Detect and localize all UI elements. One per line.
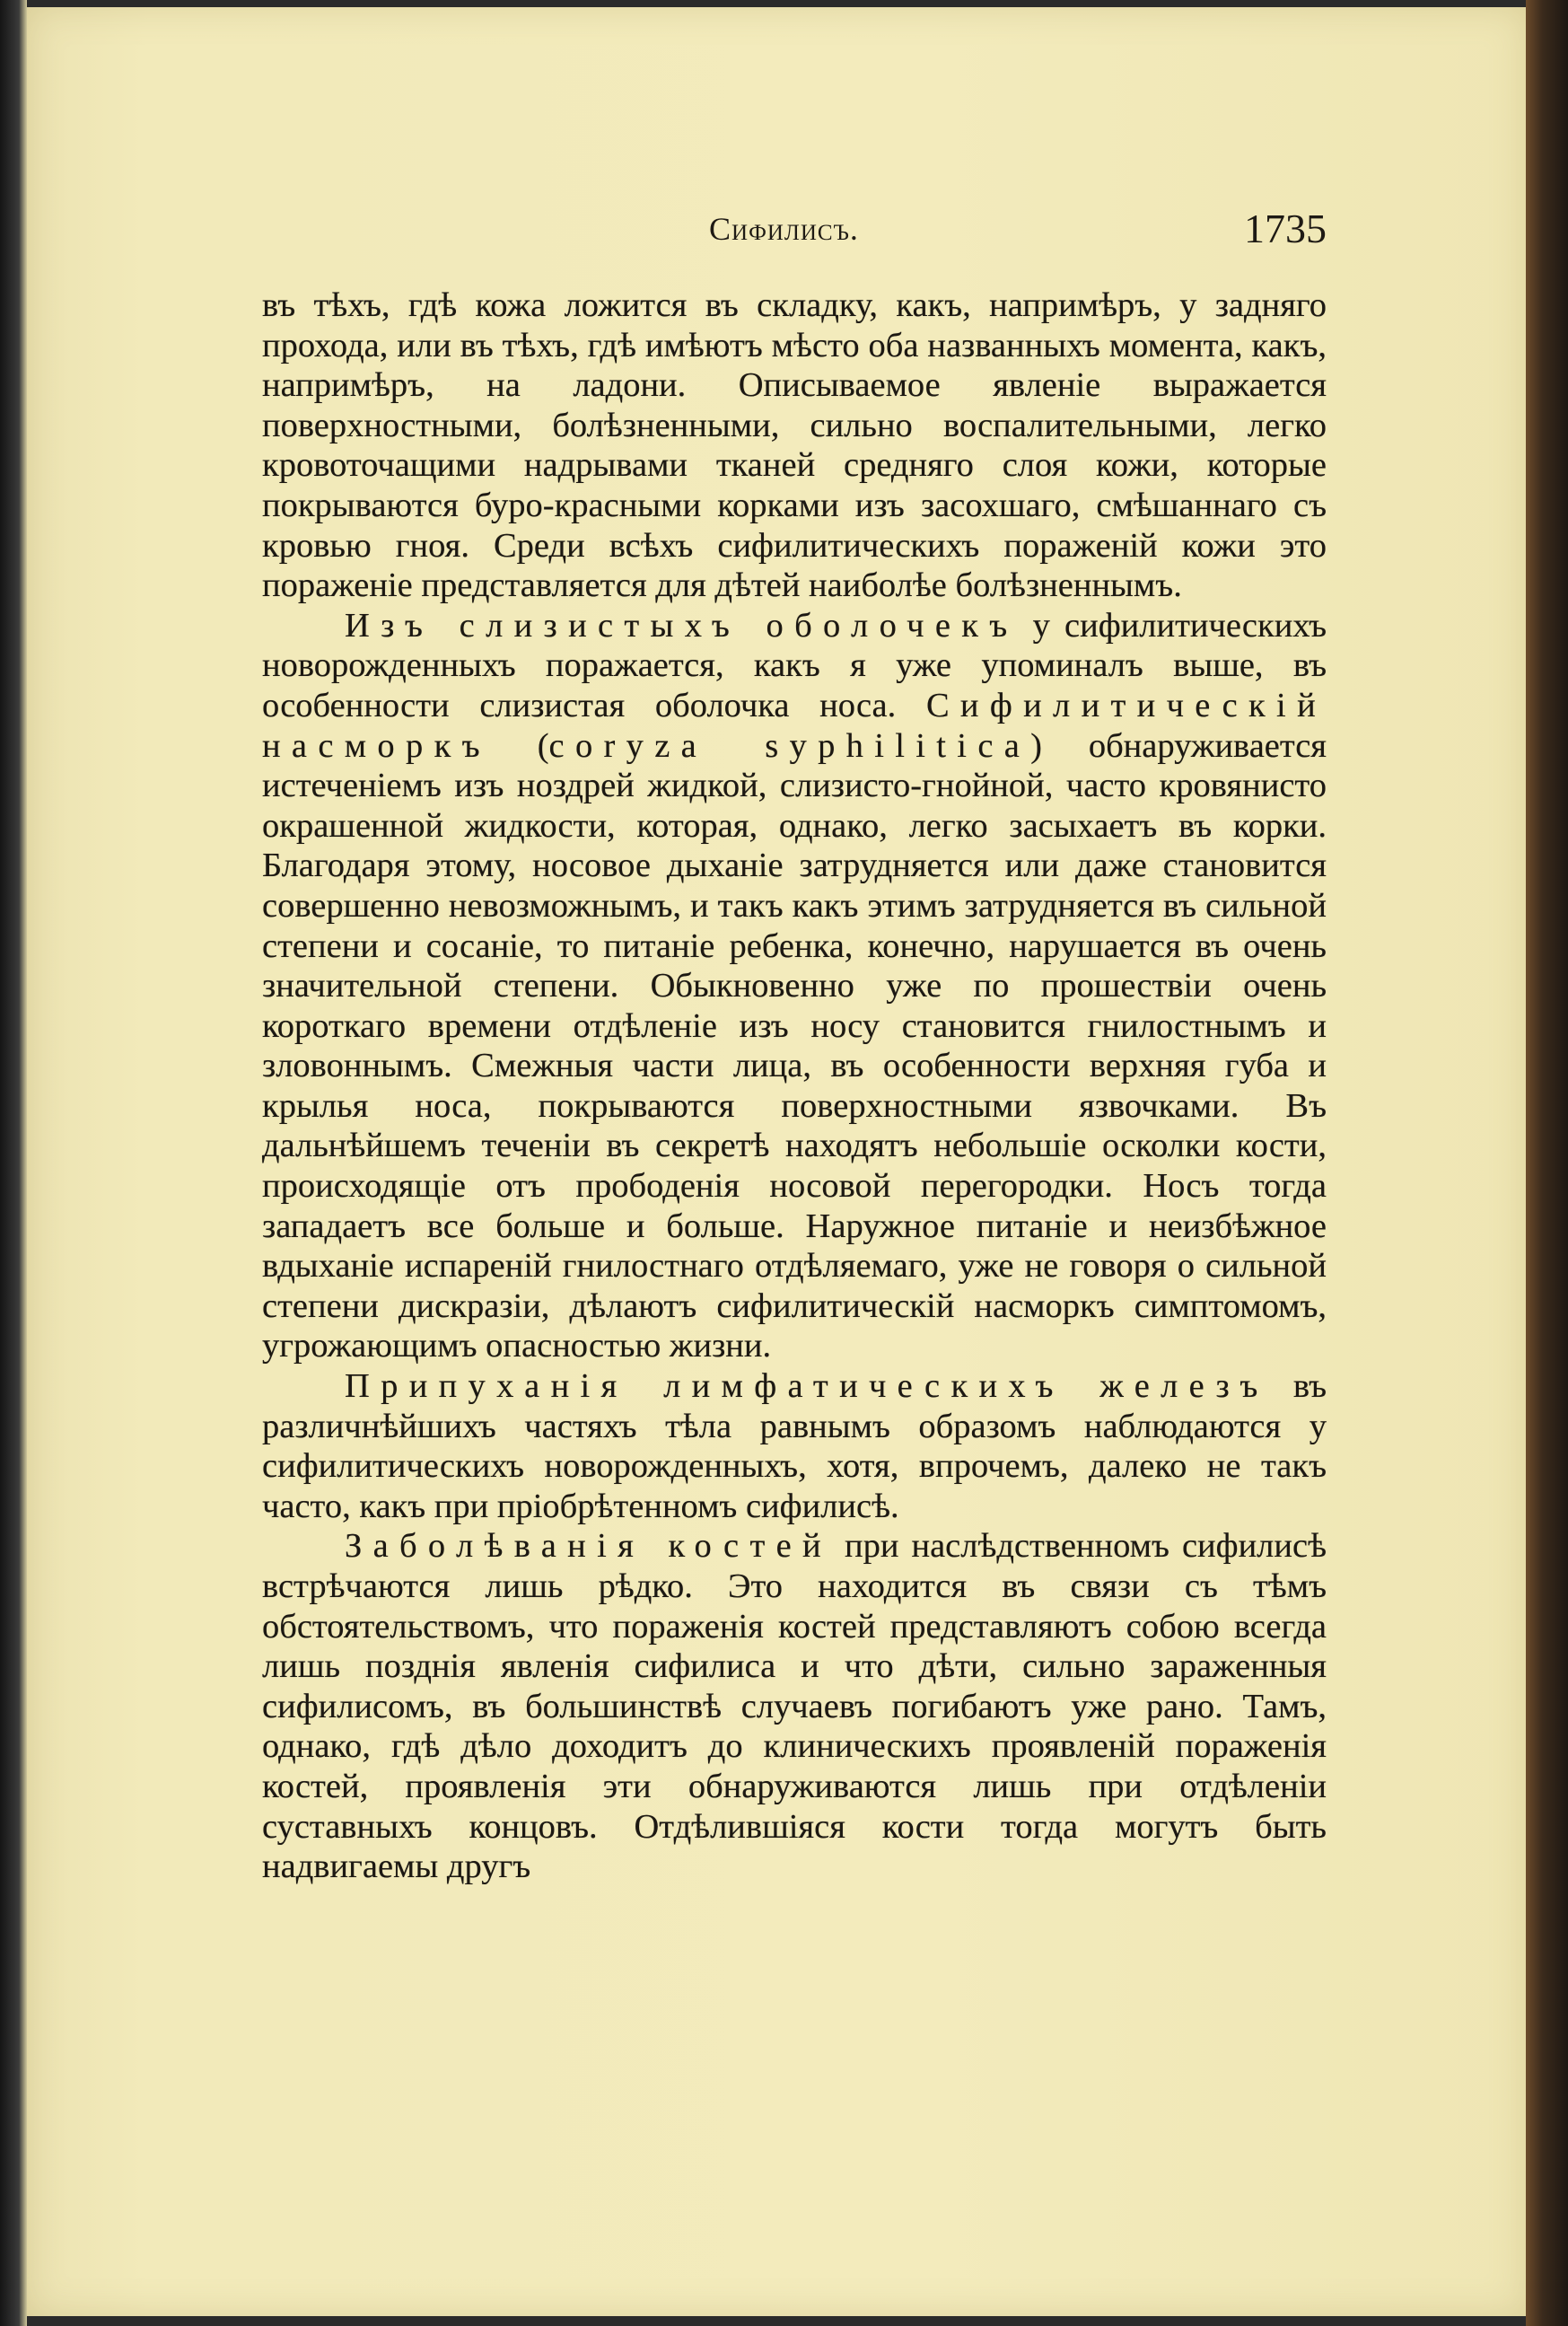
spaced-emphasis: Сифилитическій насморкъ: [262, 686, 1327, 765]
page-header: [262, 205, 1327, 259]
scan-left-edge: [0, 0, 27, 2326]
running-title: Сифилисъ.: [709, 211, 859, 247]
spaced-emphasis: Припуханія лимфатическихъ железъ: [345, 1367, 1269, 1406]
page-number: 1735: [1244, 206, 1327, 251]
body-text: [262, 285, 1327, 1887]
paragraph: [262, 1526, 1327, 1886]
paragraph: [262, 606, 1327, 1366]
paragraph: [262, 1366, 1327, 1526]
spaced-emphasis: Заболѣванія костей: [345, 1527, 832, 1566]
text-run: у сифилитическихъ новорожденныхъ поражается, какъ я уже упоминалъ выше, въ особенности слизистая оболочка носа.: [262, 606, 1327, 724]
text-run: въ различнѣйшихъ частяхъ тѣла равнымъ образомъ наблюдаются у сифилитическихъ новорожденныхъ, хотя, впрочемъ, далеко не такъ часто, какъ при пріобрѣтенномъ сифилисѣ.: [262, 1367, 1327, 1525]
spaced-emphasis: coryza syphilitica: [548, 726, 1031, 765]
paragraph: [262, 285, 1327, 606]
text-run: ) обнаруживается истеченіемъ изъ ноздрей жидкой, слизисто-гнойной, часто кровянисто окрашенной жидкости, которая, однако, легко засыхаетъ въ корки. Благодаря этому, носовое дыханіе затрудняется или даже становится совершенно невозможнымъ, и такъ какъ этимъ затрудняется въ сильной степени и сосаніе, то питаніе ребенка, конечно, нарушается въ очень значительной степени. Обыкновенно уже по прошествіи очень короткаго времени отдѣленіе изъ носу становится гнилостнымъ и зловоннымъ. Смежныя части лица, въ особенности верхняя губа и крылья носа, покрываются поверхностными язвочками. Въ дальнѣйшемъ теченіи въ секретѣ находятъ небольшіе осколки кости, происходящіе отъ прободенія носовой перегородки. Носъ тогда западаетъ все больше и больше. Наружное питаніе и неизбѣжное вдыханіе испареній гнилостнаго отдѣляемаго, уже не говоря о сильной степени дискразіи, дѣлаютъ сифилитическій насморкъ симптомомъ, угрожающимъ опасностью жизни.: [262, 726, 1327, 1365]
book-spine-edge: [1526, 0, 1568, 2326]
text-run: (: [490, 726, 549, 765]
spaced-emphasis: Изъ слизистыхъ оболочекъ: [345, 606, 1019, 645]
text-run: при наслѣдственномъ сифилисѣ встрѣчаются лишь рѣдко. Это находится въ связи съ тѣмъ обстоятельствомъ, что пораженія костей представляютъ собою всегда лишь позднія явленія сифилиса и что дѣти, сильно зараженныя сифилисомъ, въ большинствѣ случаевъ погибаютъ уже рано. Тамъ, однако, гдѣ дѣло доходитъ до клиническихъ проявленій пораженія костей, проявленія эти обнаруживаются лишь при отдѣленіи суставныхъ концовъ. Отдѣлившіяся кости тогда могутъ быть надвигаемы другъ: [262, 1527, 1327, 1886]
text-run: въ тѣхъ, гдѣ кожа ложится въ складку, какъ, напримѣръ, у задняго прохода, или въ тѣхъ, гдѣ имѣютъ мѣсто оба названныхъ момента, какъ, напримѣръ, на ладони. Описываемое явленіе выражается поверхностными, болѣзненными, сильно воспалительными, легко кровоточащими надрывами тканей средняго слоя кожи, которые покрываются буро-красными корками изъ засохшаго, смѣшаннаго съ кровью гноя. Среди всѣхъ сифилитическихъ пораженій кожи это пораженіе представляется для дѣтей наиболѣе болѣзненнымъ.: [262, 286, 1327, 605]
